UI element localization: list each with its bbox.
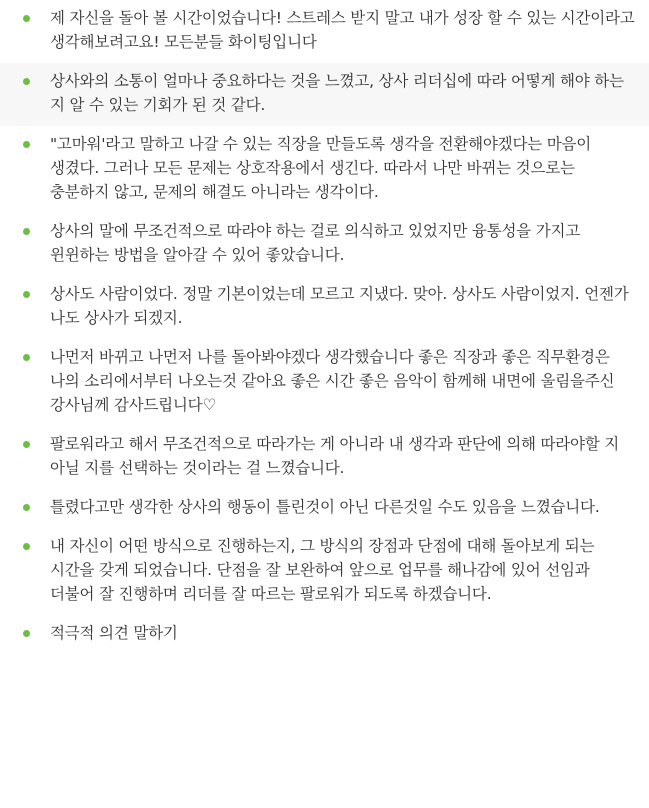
list-item: [0, 126, 649, 213]
list-item: [0, 489, 649, 528]
comment-text: 나먼저 바뀌고 나먼저 나를 돌아봐야겠다 생각했습니다 좋은 직장과 좋은 직무환경은 나의 소리에서부터 나오는것 같아요 좋은 시간 좋은 음악이 함께해 내면에 울림을주신 강사님께 감사드립니다♡: [50, 348, 615, 414]
comment-text: 상사의 말에 무조건적으로 따라야 하는 걸로 의식하고 있었지만 융통성을 가지고 윈윈하는 방법을 알아갈 수 있어 좋았습니다.: [50, 222, 581, 264]
bullet-icon: [23, 354, 30, 361]
comment-text: 팔로워라고 해서 무조건적으로 따라가는 게 아니라 내 생각과 판단에 의해 따라야할 지 아닐 지를 선택하는 것이라는 걸 느꼈습니다.: [50, 435, 620, 477]
comment-text: 상사와의 소통이 얼마나 중요하다는 것을 느꼈고, 상사 리더십에 따라 어떻게 해야 하는 지 알 수 있는 기회가 된 것 같다.: [50, 72, 624, 114]
bullet-icon: [23, 504, 30, 511]
list-item: [0, 339, 649, 426]
bullet-icon: [23, 441, 30, 448]
list-item: [0, 528, 649, 615]
comment-text: 틀렸다고만 생각한 상사의 행동이 틀린것이 아닌 다른것일 수도 있음을 느꼈습니다.: [50, 498, 600, 516]
list-item: [0, 615, 649, 654]
comment-text: 상사도 사람이었다. 정말 기본이었는데 모르고 지냈다. 맞아. 상사도 사람이었지. 언젠가 나도 상사가 되겠지.: [50, 285, 629, 327]
comment-text: 내 자신이 어떤 방식으로 진행하는지, 그 방식의 장점과 단점에 대해 돌아보게 되는 시간을 갖게 되었습니다. 단점을 잘 보완하여 앞으로 업무를 해나감에 있어 선임과 더불어 잘 진행하며 리더를 잘 따르는 팔로워가 되도록 하겠습니다.: [50, 537, 595, 603]
bullet-icon: [23, 141, 30, 148]
list-item: [0, 0, 649, 63]
comment-text: 제 자신을 돌아 볼 시간이었습니다! 스트레스 받지 말고 내가 성장 할 수 있는 시간이라고 생각해보려고요! 모든분들 화이팅입니다: [50, 9, 635, 51]
bullet-icon: [23, 228, 30, 235]
list-item: [0, 63, 649, 126]
comment-text: 적극적 의견 말하기: [50, 624, 178, 642]
bullet-icon: [23, 291, 30, 298]
bullet-icon: [23, 78, 30, 85]
bullet-icon: [23, 543, 30, 550]
bullet-icon: [23, 630, 30, 637]
comment-text: "고마워'라고 말하고 나갈 수 있는 직장을 만들도록 생각을 전환해야겠다는 마음이 생겼다. 그러나 모든 문제는 상호작용에서 생긴다. 따라서 나만 바뀌는 것으로는 충분하지 않고, 문제의 해결도 아니라는 생각이다.: [50, 135, 592, 201]
list-item: [0, 213, 649, 276]
list-item: [0, 276, 649, 339]
list-item: [0, 426, 649, 489]
bullet-icon: [23, 15, 30, 22]
